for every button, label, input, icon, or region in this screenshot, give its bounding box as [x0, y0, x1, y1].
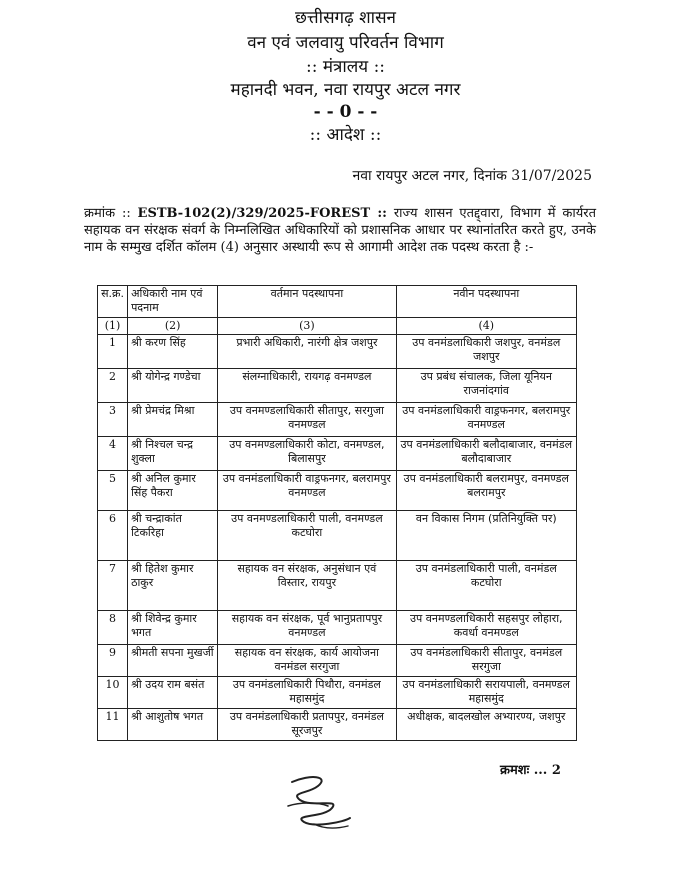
transfer-table: [97, 285, 577, 741]
col-number: (2): [128, 318, 218, 335]
row-serial: 3: [98, 403, 128, 437]
row-serial: 1: [98, 335, 128, 369]
row-serial: 11: [98, 709, 128, 741]
table-row: [98, 471, 577, 511]
header-current-posting: वर्तमान पदस्थापना: [218, 286, 396, 318]
new-posting: उप वनमंडलाधिकारी बलरामपुर, वनमण्डल बलरामपुर: [396, 471, 576, 511]
header-serial: स.क्र.: [98, 286, 128, 318]
officer-name: श्री चन्द्राकांत टिकरिहा: [128, 511, 218, 561]
officer-name: श्री निश्चल चन्द्र शुक्ला: [128, 437, 218, 471]
header-new-posting: नवीन पदस्थापना: [396, 286, 576, 318]
order-heading: :: आदेश ::: [309, 125, 382, 145]
current-posting: प्रभारी अधिकारी, नारंगी क्षेत्र जशपुर: [218, 335, 396, 369]
new-posting: उप वनमंडलाधिकारी जशपुर, वनमंडल जशपुर: [396, 335, 576, 369]
table-row: [98, 403, 577, 437]
current-posting: सहायक वन संरक्षक, पूर्व भानुप्रतापपुर वनमण्डल: [218, 611, 396, 645]
govt-title: छत्तीसगढ़ शासन: [295, 8, 396, 28]
table-row: [98, 335, 577, 369]
continuation-note: क्रमशः ... 2: [500, 763, 561, 778]
row-serial: 5: [98, 471, 128, 511]
office-address: महानदी भवन, नवा रायपुर अटल नगर: [230, 80, 461, 100]
officer-name: श्री शिवेन्द्र कुमार भगत: [128, 611, 218, 645]
officer-name: श्री योगेन्द्र गण्डेचा: [128, 369, 218, 403]
department-title: वन एवं जलवायु परिवर्तन विभाग: [247, 33, 444, 53]
current-posting: उप वनमंडलाधिकारी वाड्रफनगर, बलरामपुर वनमण्डल: [218, 471, 396, 511]
order-number: ESTB-102(2)/329/2025-FOREST ::: [137, 206, 387, 221]
officer-name: श्री करण सिंह: [128, 335, 218, 369]
table-row: [98, 611, 577, 645]
current-posting: संलग्नाधिकारी, रायगढ़ वनमण्डल: [218, 369, 396, 403]
current-posting: उप वनमण्डलाधिकारी सीतापुर, सरगुजा वनमण्डल: [218, 403, 396, 437]
new-posting: उप वनमंडलाधिकारी वाड्रफनगर, बलरामपुर वनमण्डल: [396, 403, 576, 437]
order-label: क्रमांक ::: [84, 206, 131, 221]
row-serial: 7: [98, 561, 128, 611]
table-row: [98, 369, 577, 403]
row-serial: 9: [98, 645, 128, 677]
table-row: [98, 677, 577, 709]
order-intro: [84, 205, 596, 256]
new-posting: अधीक्षक, बादलखोल अभ्यारण्य, जशपुर: [396, 709, 576, 741]
row-serial: 6: [98, 511, 128, 561]
order-text: राज्य शासन एतद्द्वारा, विभाग में कार्यरत सहायक वन संरक्षक संवर्ग के निम्नलिखित अधिकारियों को प्रशासनिक आधार पर स्थानांतरित करते हुए, उनके नाम के सम्मुख दर्शित कॉलम (4) अनुसार अस्थायी रूप से आगामी आदेश तक पदस्थ करता है :-: [84, 206, 596, 255]
current-posting: उप वनमण्डलाधिकारी पाली, वनमण्डल कटघोरा: [218, 511, 396, 561]
officer-name: श्री अनिल कुमार सिंह पैकरा: [128, 471, 218, 511]
table-row: [98, 437, 577, 471]
new-posting: उप वनमंडलाधिकारी सीतापुर, वनमंडल सरगुजा: [396, 645, 576, 677]
officer-name: श्री उदय राम बसंत: [128, 677, 218, 709]
header-officer-name: अधिकारी नाम एवं पदनाम: [128, 286, 218, 318]
current-posting: उप वनमंडलाधिकारी पिथौरा, वनमंडल महासमुंद: [218, 677, 396, 709]
table-row: [98, 511, 577, 561]
col-number: (4): [396, 318, 576, 335]
col-number: (3): [218, 318, 396, 335]
col-number: (1): [98, 318, 128, 335]
new-posting: उप वनमंडलाधिकारी पाली, वनमंडल कटघोरा: [396, 561, 576, 611]
officer-name: श्री हितेश कुमार ठाकुर: [128, 561, 218, 611]
officer-name: श्री आशुतोष भगत: [128, 709, 218, 741]
table-row: [98, 645, 577, 677]
table-row: [98, 709, 577, 741]
current-posting: उप वनमण्डलाधिकारी कोटा, वनमण्डल, बिलासपुर: [218, 437, 396, 471]
officer-name: श्री प्रेमचंद्र मिश्रा: [128, 403, 218, 437]
row-serial: 2: [98, 369, 128, 403]
officer-name: श्रीमती सपना मुखर्जी: [128, 645, 218, 677]
separator-line: - - 0 - -: [313, 102, 378, 122]
new-posting: उप प्रबंध संचालक, जिला यूनियन राजनांदगांव: [396, 369, 576, 403]
new-posting: उप वनमण्डलाधिकारी सहसपुर लोहारा, कवर्धा वनमण्डल: [396, 611, 576, 645]
row-serial: 10: [98, 677, 128, 709]
row-serial: 4: [98, 437, 128, 471]
current-posting: उप वनमंडलाधिकारी प्रतापपुर, वनमंडल सूरजपुर: [218, 709, 396, 741]
current-posting: सहायक वन संरक्षक, अनुसंधान एवं विस्तार, रायपुर: [218, 561, 396, 611]
ministry-title: :: मंत्रालय ::: [305, 57, 386, 77]
column-number-row: [98, 318, 577, 335]
row-serial: 8: [98, 611, 128, 645]
new-posting: वन विकास निगम (प्रतिनियुक्ति पर): [396, 511, 576, 561]
current-posting: सहायक वन संरक्षक, कार्य आयोजना वनमंडल सरगुजा: [218, 645, 396, 677]
new-posting: उप वनमंडलाधिकारी बलौदाबाजार, वनमंडल बलौदाबाजार: [396, 437, 576, 471]
order-date: नवा रायपुर अटल नगर, दिनांक 31/07/2025: [352, 168, 592, 184]
table-header-row: [98, 286, 577, 318]
signature-icon: [270, 772, 380, 832]
new-posting: उप वनमंडलाधिकारी सरायपाली, वनमण्डल महासमुंद: [396, 677, 576, 709]
table-row: [98, 561, 577, 611]
